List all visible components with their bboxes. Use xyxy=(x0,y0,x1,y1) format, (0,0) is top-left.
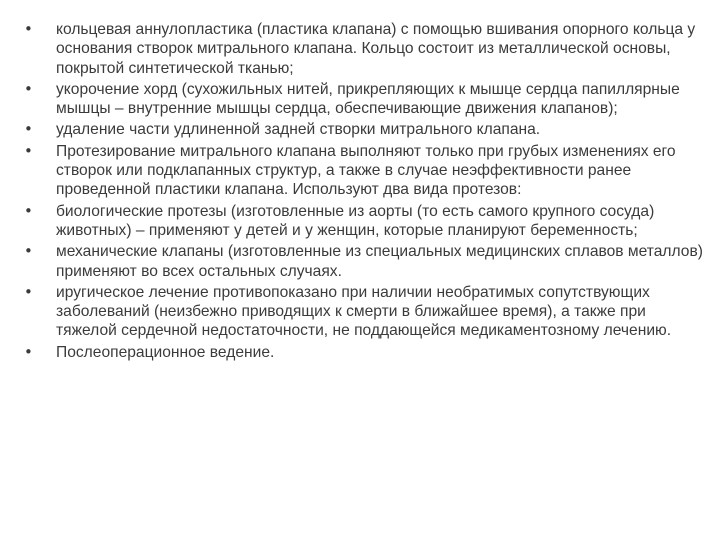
list-item-text: удаление части удлиненной задней створки митрального клапана. xyxy=(56,121,541,139)
list-item xyxy=(24,283,704,341)
list-item-text: иругическое лечение противопоказано при наличии необратимых сопутствующих заболеваний (неизбежно приводящих к смерти в ближайшее время), а также при тяжелой сердечной недостаточности, не поддающейся медикаментозному лечению. xyxy=(56,283,672,340)
bullet-icon: • xyxy=(24,282,33,301)
list-item xyxy=(24,242,704,281)
bullet-icon: • xyxy=(24,242,33,261)
list-item xyxy=(24,142,704,200)
list-item-text: биологические протезы (изготовленные из аорты (то есть самого крупного сосуда) животных) – применяют у детей и у женщин, которые планируют беременность; xyxy=(56,202,655,239)
list-item xyxy=(24,20,704,78)
list-item xyxy=(24,80,704,119)
list-item-text: Послеоперационное ведение. xyxy=(56,343,275,361)
bullet-icon: • xyxy=(24,342,33,361)
list-item-text: Протезирование митрального клапана выполняют только при грубых изменениях его створок или подклапанных структур, а также в случае неэффективности ранее проведенной пластики клапана. Используют два вида протезов: xyxy=(56,142,676,199)
list-item-text: кольцевая аннулопластика (пластика клапана) с помощью вшивания опорного кольца у основания створок митрального клапана. Кольцо состоит из металлической основы, покрытой синтетической тканью; xyxy=(56,21,696,77)
bullet-list xyxy=(24,20,704,364)
list-item-text: механические клапаны (изготовленные из специальных медицинских сплавов металлов) применяют во всех остальных случаях. xyxy=(56,243,703,280)
list-item xyxy=(24,202,704,241)
bullet-icon: • xyxy=(24,120,33,139)
list-item xyxy=(24,120,704,139)
bullet-icon: • xyxy=(24,79,33,98)
bullet-icon: • xyxy=(24,141,33,160)
bullet-icon: • xyxy=(24,20,33,38)
list-item xyxy=(24,343,704,362)
bullet-icon: • xyxy=(24,201,33,220)
list-item-text: укорочение хорд (сухожильных нитей, прикрепляющих к мышце сердца папиллярные мышцы – внутренние мышцы сердца, обеспечивающие движения клапанов); xyxy=(56,80,680,118)
